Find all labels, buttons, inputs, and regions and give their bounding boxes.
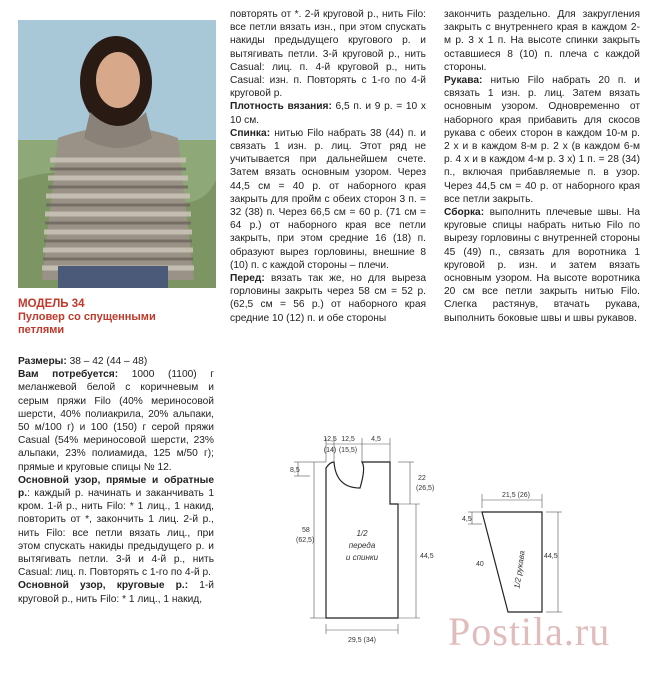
dim-top-left-alt: (14) [323,447,337,454]
materials-paragraph [18,368,214,474]
dim-top-right: 4,5 [371,436,381,443]
sleeve-paragraph [444,74,640,206]
round-pattern-continued: повторять от *. 2-й круговой р., нить Filo: все петли вязать изн., при этом спускать накиды предыдущего кругового р. и вытягивать петли. 3-й круговой р., нить Casual: лиц. п. 4-й круговой р., нить Casual: изн. п. Повторять с 1-го по 4-й круговой р. [230,9,426,100]
model-photo-illustration [18,20,216,288]
dim-armhole: 22 [418,475,426,482]
round-pattern-label: Основной узор, круговые р.: [18,580,189,592]
column-2 [230,8,426,325]
dim-top-mid-alt: (15,5) [338,447,358,454]
body-label-3: и спинки [345,553,379,562]
body-schematic [270,428,440,658]
round-pattern-paragraph [18,579,214,605]
sleeve-dim-right: 44,5 [544,553,558,560]
assembly-text: выполнить плечевые швы. На круговые спицы набрать нитью Filo по вырезу горловины с внутренней стороны 45 (49) п., связать для воротника 1 круговой р. изн. и затем вязать основным узором. На высоте воротника 20 см все петли закрыть нитью Filo. Слегка растянув, втачать рукава, выполнить боковые швы и швы рукавов. [444,207,640,324]
dim-side: 44,5 [420,553,434,560]
materials-label: Вам потребуется: [18,369,119,381]
model-photo [18,20,216,288]
model-title: МОДЕЛЬ 34 [18,298,85,310]
dim-top-mid: 12,5 [341,436,355,443]
basic-pattern-label: Основной узор, прямые и обратные р. [18,474,214,500]
front-label: Перед: [230,273,265,285]
assembly-label: Сборка: [444,207,485,219]
round-pattern-text: 1-й круговой р., нить Filo: * 1 лиц., 1 накид, [18,580,214,605]
sizes-paragraph [18,355,214,368]
dim-neck-depth: 8,5 [290,467,300,474]
front-continued: закончить раздельно. Для закругления закрыть с внутреннего края в каждом 2-м р. 3 х 1 п. На высоте спинки закрыть оставшиеся 8 (10) п. плеча с каждой стороны. [444,9,640,73]
body-label-1: 1/2 [356,529,368,538]
basic-pattern-text: : каждый р. начинать и заканчивать 1 кром. 1-й р., нить Filo: * 1 лиц., 1 накид, повторить от *, закончить 1 лиц. 2-й р., нить Filo: все петли вязать лиц., при этом спускать накиды предыдущего р. и вытягивать петли. 3-й и 4-й р., нить Casual: лиц. п. Повторять с 1-го по 4-й р. [18,488,214,579]
density-text: 6,5 п. и 9 р. = 10 х 10 см. [230,101,426,126]
back-label: Спинка: [230,127,271,139]
sleeve-outline [482,512,542,612]
body-outline [326,462,398,618]
basic-pattern-paragraph [18,474,214,580]
model-subtitle: Пуловер со спущенными петлями [18,311,156,336]
dim-armhole-alt: (26,5) [416,485,435,492]
density-paragraph [230,100,426,126]
sleeve-schematic [462,486,572,626]
front-text: вязать так же, но для выреза горловины закрыть через 58 см = 52 р. (62,5 см = 56 р.) от наборного края средние 10 (12) п. и обе стороны [230,273,426,324]
sleeve-label: Рукава: [444,75,483,87]
sleeve-dim-top-small: 4,5 [462,516,472,523]
sleeve-label: 1/2 рукава [512,550,527,590]
assembly-paragraph [444,206,640,325]
sleeve-dim-top: 21,5 (26) [501,492,531,499]
sizes-text: 38 – 42 (44 – 48) [66,356,148,367]
dim-width: 29,5 (34) [347,637,377,644]
materials-text: 1000 (1100) г меланжевой белой с коричневым и серым пряжи Filo (40% мериносовой шерсти, 40% полиакрила, 20% альпаки, 50 м/100 г) и 100 (150) г серой пряжи Casual (54% мериносовой шерсти, 23% альпаки, 23% полиамида, 125 м/50 г); прямые и круговые спицы № 12. [18,369,214,473]
sleeve-dim-left: 40 [476,561,484,568]
sleeve-text: нитью Filo набрать 20 п. и связать 1 изн. р. лиц. Затем вязать основным узором. Одновременно от наборного края прибавить для скосов рукава с обеих сторон в каждом 10-м р. 2 х и в каждом 8-м р. 2 х (в каждом 6-м р. 4 х и в каждом 4-м р. 3 х) 1 п. = 28 (34) п., включая прибавляемые п. в узор. Через 44,5 см = 40 р. от наборного края все петли закрыть. [444,75,640,205]
sizes-label: Размеры: [18,356,67,367]
watermark: Postila.ru [448,609,611,654]
dim-top-left: 12,5 [323,436,337,443]
body-label-2: переда [348,541,376,550]
back-text: нитью Filo набрать 38 (44) п. и связать 1 изн. р. лиц. Этот ряд не учитывается при дальнейшем счете. Затем вязать основным узором. Через 44,5 см = 40 р. от наборного края закрыть для пройм с обеих сторон 3 п. = 32 (38) п. Через 66,5 см = 60 р. (71 см = 64 р.) от наборного края все петли закрыть, при этом средние 16 (18) п. образуют вырез горловины, внешние 8 (10) п. с каждой стороны – плечи. [230,127,426,271]
dim-height-alt: (62,5) [296,537,315,544]
dim-height: 58 [302,527,310,534]
column-1 [18,355,214,606]
back-paragraph [230,127,426,272]
column-3 [444,8,640,325]
front-paragraph [230,272,426,325]
density-label: Плотность вязания: [230,101,332,113]
